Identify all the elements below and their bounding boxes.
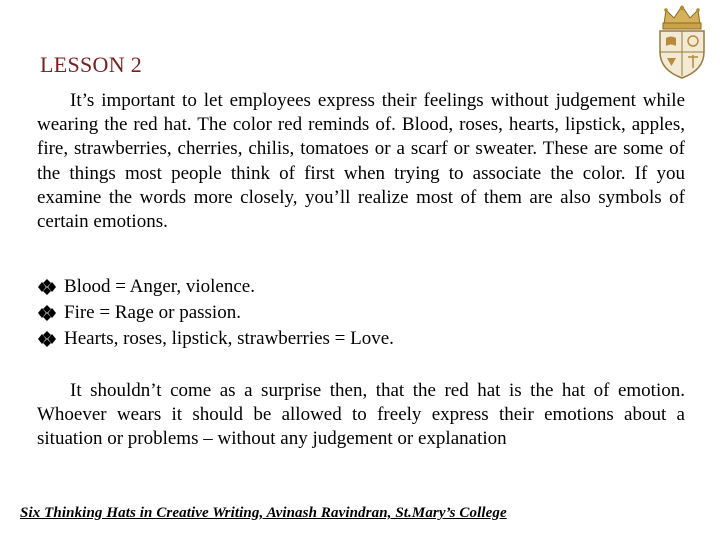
list-item: [37, 326, 394, 352]
diamond-bullet-icon: [37, 304, 57, 322]
list-item: [37, 274, 394, 300]
paragraph-conclusion: [37, 379, 685, 452]
emotion-bullet-list: [37, 274, 394, 352]
bullet-text: Blood = Anger, violence.: [64, 276, 255, 297]
diamond-bullet-icon: [37, 278, 57, 296]
footer-citation: Six Thinking Hats in Creative Writing, Avinash Ravindran, St.Mary’s College: [20, 505, 507, 521]
list-item: [37, 300, 394, 326]
paragraph-intro-text: It’s important to let employees express their feelings without judgement while wearing the red hat. The color red reminds of. Blood, roses, hearts, lipstick, apples, fire, strawberries, cherries, chilis, tomatoes or a scarf or sweater. These are some of the things most people think of first when trying to associate the color. If you examine the words more closely, you’ll realize most of them are also symbols of certain emotions.: [37, 90, 685, 233]
bullet-text: Hearts, roses, lipstick, strawberries = Love.: [64, 328, 394, 349]
college-crest-icon: [652, 2, 712, 82]
diamond-bullet-icon: [37, 330, 57, 348]
lesson-title: LESSON 2: [40, 52, 143, 77]
paragraph-conclusion-text: It shouldn’t come as a surprise then, that the red hat is the hat of emotion. Whoever wears it should be allowed to freely express their emotions about a situation or problems – without any judgement or explanation: [37, 380, 685, 450]
paragraph-intro: [37, 89, 685, 234]
bullet-text: Fire = Rage or passion.: [64, 302, 241, 323]
